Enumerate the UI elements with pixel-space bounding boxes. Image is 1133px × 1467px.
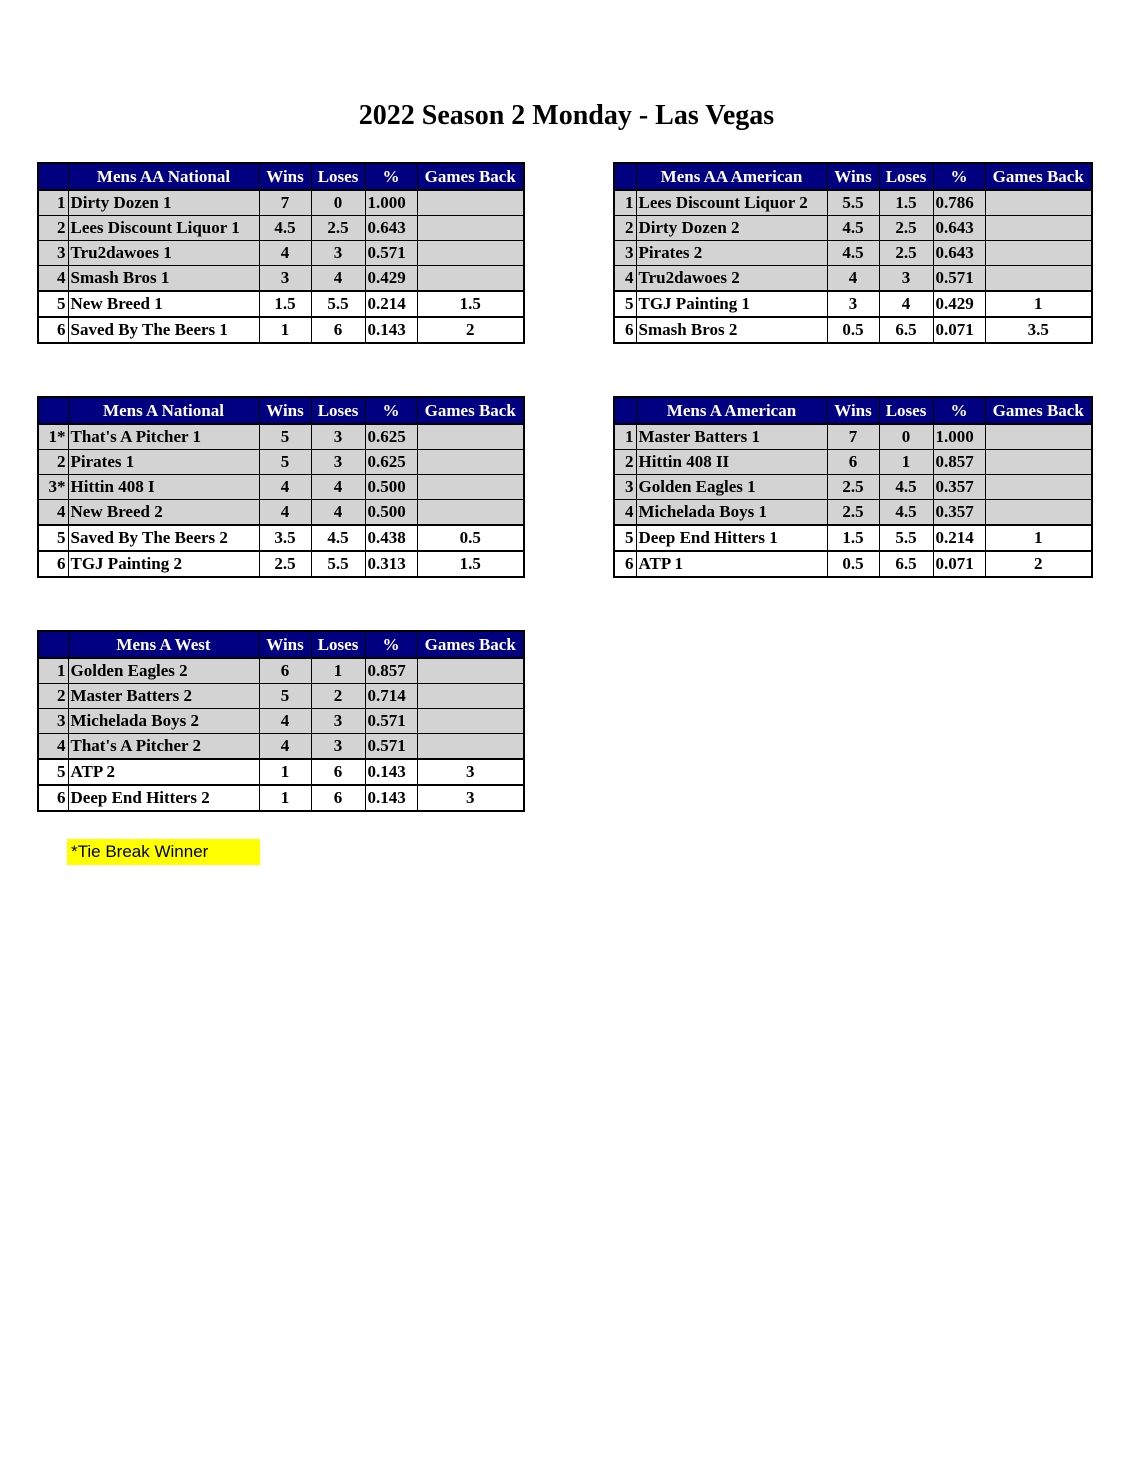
loses-cell: 3 bbox=[311, 241, 365, 266]
table-row bbox=[38, 709, 524, 734]
column-header-wins: Wins bbox=[827, 397, 879, 424]
team-cell: Tru2dawoes 1 bbox=[68, 241, 259, 266]
wins-cell: 1.5 bbox=[259, 291, 311, 317]
rank-cell: 4 bbox=[38, 500, 68, 526]
pct-cell: 0.143 bbox=[365, 785, 417, 811]
column-header-loses: Loses bbox=[879, 163, 933, 190]
loses-cell: 6 bbox=[311, 317, 365, 343]
games-back-cell: 1.5 bbox=[417, 291, 524, 317]
standings-table-a-national bbox=[37, 396, 525, 578]
rank-cell: 1* bbox=[38, 424, 68, 450]
table-row bbox=[38, 734, 524, 760]
pct-cell: 0.786 bbox=[933, 190, 985, 216]
games-back-cell bbox=[417, 266, 524, 292]
pct-cell: 0.625 bbox=[365, 450, 417, 475]
wins-cell: 3 bbox=[259, 266, 311, 292]
column-header-pct: % bbox=[365, 397, 417, 424]
wins-cell: 7 bbox=[259, 190, 311, 216]
table-row bbox=[38, 684, 524, 709]
wins-cell: 4 bbox=[259, 709, 311, 734]
table-row bbox=[614, 424, 1092, 450]
column-header-rank bbox=[614, 163, 636, 190]
team-cell: ATP 2 bbox=[68, 759, 259, 785]
team-cell: Pirates 1 bbox=[68, 450, 259, 475]
pct-cell: 1.000 bbox=[933, 424, 985, 450]
loses-cell: 2.5 bbox=[879, 216, 933, 241]
pct-cell: 0.571 bbox=[365, 734, 417, 760]
pct-cell: 0.357 bbox=[933, 475, 985, 500]
team-cell: Master Batters 2 bbox=[68, 684, 259, 709]
rank-cell: 1 bbox=[614, 424, 636, 450]
pct-cell: 0.500 bbox=[365, 500, 417, 526]
games-back-cell bbox=[985, 241, 1092, 266]
loses-cell: 4.5 bbox=[879, 475, 933, 500]
games-back-cell: 3.5 bbox=[985, 317, 1092, 343]
table-row bbox=[38, 450, 524, 475]
loses-cell: 4 bbox=[311, 475, 365, 500]
table-row bbox=[38, 266, 524, 292]
team-cell: New Breed 1 bbox=[68, 291, 259, 317]
wins-cell: 4.5 bbox=[827, 216, 879, 241]
team-cell: ATP 1 bbox=[636, 551, 827, 577]
division-header: Mens A American bbox=[636, 397, 827, 424]
loses-cell: 6 bbox=[311, 759, 365, 785]
table-row bbox=[38, 658, 524, 684]
wins-cell: 5 bbox=[259, 424, 311, 450]
rank-cell: 3 bbox=[614, 475, 636, 500]
table-row bbox=[614, 525, 1092, 551]
standings-table-a-west bbox=[37, 630, 525, 812]
games-back-cell bbox=[985, 190, 1092, 216]
pct-cell: 0.571 bbox=[365, 241, 417, 266]
rank-cell: 4 bbox=[38, 266, 68, 292]
table-row bbox=[614, 291, 1092, 317]
team-cell: TGJ Painting 2 bbox=[68, 551, 259, 577]
rank-cell: 4 bbox=[614, 500, 636, 526]
team-cell: Saved By The Beers 2 bbox=[68, 525, 259, 551]
wins-cell: 1.5 bbox=[827, 525, 879, 551]
pct-cell: 0.429 bbox=[365, 266, 417, 292]
pct-cell: 0.571 bbox=[365, 709, 417, 734]
pct-cell: 0.438 bbox=[365, 525, 417, 551]
rank-cell: 5 bbox=[38, 291, 68, 317]
header-row bbox=[38, 163, 524, 190]
table-row bbox=[614, 241, 1092, 266]
table-row bbox=[38, 216, 524, 241]
games-back-cell bbox=[417, 684, 524, 709]
wins-cell: 4.5 bbox=[827, 241, 879, 266]
wins-cell: 4.5 bbox=[259, 216, 311, 241]
games-back-cell bbox=[417, 216, 524, 241]
games-back-cell bbox=[417, 734, 524, 760]
rank-cell: 2 bbox=[38, 684, 68, 709]
column-header-loses: Loses bbox=[879, 397, 933, 424]
table-row bbox=[38, 317, 524, 343]
team-cell: Pirates 2 bbox=[636, 241, 827, 266]
games-back-cell bbox=[417, 475, 524, 500]
table-row bbox=[38, 190, 524, 216]
pct-cell: 0.857 bbox=[365, 658, 417, 684]
table-row bbox=[38, 785, 524, 811]
games-back-cell bbox=[985, 266, 1092, 292]
wins-cell: 3.5 bbox=[259, 525, 311, 551]
rank-cell: 6 bbox=[38, 785, 68, 811]
rank-cell: 5 bbox=[614, 291, 636, 317]
table-row bbox=[38, 291, 524, 317]
rank-cell: 1 bbox=[38, 190, 68, 216]
loses-cell: 0 bbox=[879, 424, 933, 450]
column-header-games-back: Games Back bbox=[417, 397, 524, 424]
team-cell: New Breed 2 bbox=[68, 500, 259, 526]
pct-cell: 0.500 bbox=[365, 475, 417, 500]
rank-cell: 3 bbox=[38, 709, 68, 734]
table-row bbox=[38, 551, 524, 577]
games-back-cell bbox=[985, 216, 1092, 241]
team-cell: Smash Bros 2 bbox=[636, 317, 827, 343]
wins-cell: 5 bbox=[259, 450, 311, 475]
rank-cell: 2 bbox=[614, 450, 636, 475]
header-row bbox=[614, 163, 1092, 190]
rank-cell: 4 bbox=[38, 734, 68, 760]
loses-cell: 2.5 bbox=[879, 241, 933, 266]
games-back-cell: 1.5 bbox=[417, 551, 524, 577]
team-cell: Lees Discount Liquor 1 bbox=[68, 216, 259, 241]
pct-cell: 0.643 bbox=[365, 216, 417, 241]
wins-cell: 2.5 bbox=[827, 500, 879, 526]
team-cell: Michelada Boys 2 bbox=[68, 709, 259, 734]
team-cell: Tru2dawoes 2 bbox=[636, 266, 827, 292]
wins-cell: 0.5 bbox=[827, 317, 879, 343]
team-cell: Michelada Boys 1 bbox=[636, 500, 827, 526]
rank-cell: 6 bbox=[38, 317, 68, 343]
loses-cell: 3 bbox=[311, 709, 365, 734]
column-header-wins: Wins bbox=[259, 631, 311, 658]
loses-cell: 6 bbox=[311, 785, 365, 811]
loses-cell: 3 bbox=[311, 450, 365, 475]
pct-cell: 0.571 bbox=[933, 266, 985, 292]
table-row bbox=[614, 475, 1092, 500]
games-back-cell bbox=[417, 241, 524, 266]
games-back-cell bbox=[985, 475, 1092, 500]
team-cell: Golden Eagles 1 bbox=[636, 475, 827, 500]
pct-cell: 0.429 bbox=[933, 291, 985, 317]
loses-cell: 3 bbox=[311, 734, 365, 760]
table-row bbox=[614, 500, 1092, 526]
table-row bbox=[38, 525, 524, 551]
column-header-pct: % bbox=[365, 631, 417, 658]
team-cell: That's A Pitcher 1 bbox=[68, 424, 259, 450]
games-back-cell bbox=[417, 709, 524, 734]
team-cell: Golden Eagles 2 bbox=[68, 658, 259, 684]
table-row bbox=[614, 551, 1092, 577]
wins-cell: 1 bbox=[259, 317, 311, 343]
loses-cell: 1 bbox=[879, 450, 933, 475]
loses-cell: 5.5 bbox=[311, 291, 365, 317]
column-header-rank bbox=[38, 163, 68, 190]
header-row bbox=[38, 397, 524, 424]
table-row bbox=[38, 475, 524, 500]
column-header-games-back: Games Back bbox=[417, 631, 524, 658]
column-header-rank bbox=[38, 397, 68, 424]
games-back-cell: 2 bbox=[417, 317, 524, 343]
loses-cell: 6.5 bbox=[879, 317, 933, 343]
loses-cell: 1 bbox=[311, 658, 365, 684]
tie-break-note: *Tie Break Winner bbox=[67, 839, 260, 865]
games-back-cell: 1 bbox=[985, 291, 1092, 317]
pct-cell: 0.857 bbox=[933, 450, 985, 475]
rank-cell: 6 bbox=[614, 317, 636, 343]
pct-cell: 0.214 bbox=[933, 525, 985, 551]
loses-cell: 5.5 bbox=[311, 551, 365, 577]
wins-cell: 4 bbox=[259, 734, 311, 760]
column-header-loses: Loses bbox=[311, 163, 365, 190]
rank-cell: 1 bbox=[614, 190, 636, 216]
rank-cell: 2 bbox=[614, 216, 636, 241]
games-back-cell: 2 bbox=[985, 551, 1092, 577]
wins-cell: 5 bbox=[259, 684, 311, 709]
rank-cell: 4 bbox=[614, 266, 636, 292]
games-back-cell bbox=[417, 190, 524, 216]
games-back-cell bbox=[417, 658, 524, 684]
games-back-cell bbox=[417, 450, 524, 475]
team-cell: Deep End Hitters 1 bbox=[636, 525, 827, 551]
team-cell: Saved By The Beers 1 bbox=[68, 317, 259, 343]
loses-cell: 5.5 bbox=[879, 525, 933, 551]
standings-table-a-american bbox=[613, 396, 1093, 578]
wins-cell: 1 bbox=[259, 759, 311, 785]
wins-cell: 6 bbox=[259, 658, 311, 684]
rank-cell: 2 bbox=[38, 450, 68, 475]
wins-cell: 1 bbox=[259, 785, 311, 811]
table-row bbox=[614, 216, 1092, 241]
rank-cell: 5 bbox=[38, 525, 68, 551]
division-header: Mens AA National bbox=[68, 163, 259, 190]
team-cell: Lees Discount Liquor 2 bbox=[636, 190, 827, 216]
team-cell: TGJ Painting 1 bbox=[636, 291, 827, 317]
wins-cell: 2.5 bbox=[827, 475, 879, 500]
table-row bbox=[38, 241, 524, 266]
column-header-wins: Wins bbox=[827, 163, 879, 190]
column-header-games-back: Games Back bbox=[985, 163, 1092, 190]
table-row bbox=[38, 424, 524, 450]
rank-cell: 1 bbox=[38, 658, 68, 684]
column-header-wins: Wins bbox=[259, 163, 311, 190]
loses-cell: 4.5 bbox=[879, 500, 933, 526]
column-header-pct: % bbox=[933, 397, 985, 424]
rank-cell: 6 bbox=[38, 551, 68, 577]
rank-cell: 5 bbox=[614, 525, 636, 551]
loses-cell: 2 bbox=[311, 684, 365, 709]
games-back-cell: 3 bbox=[417, 759, 524, 785]
division-header: Mens A National bbox=[68, 397, 259, 424]
column-header-pct: % bbox=[365, 163, 417, 190]
pct-cell: 0.143 bbox=[365, 317, 417, 343]
pct-cell: 0.625 bbox=[365, 424, 417, 450]
wins-cell: 4 bbox=[259, 500, 311, 526]
header-row bbox=[614, 397, 1092, 424]
wins-cell: 4 bbox=[827, 266, 879, 292]
games-back-cell bbox=[985, 424, 1092, 450]
pct-cell: 0.643 bbox=[933, 216, 985, 241]
team-cell: Hittin 408 II bbox=[636, 450, 827, 475]
table-row bbox=[614, 266, 1092, 292]
wins-cell: 7 bbox=[827, 424, 879, 450]
games-back-cell bbox=[417, 500, 524, 526]
table-row bbox=[38, 759, 524, 785]
loses-cell: 3 bbox=[879, 266, 933, 292]
games-back-cell bbox=[985, 450, 1092, 475]
rank-cell: 3 bbox=[614, 241, 636, 266]
column-header-rank bbox=[614, 397, 636, 424]
loses-cell: 1.5 bbox=[879, 190, 933, 216]
team-cell: Master Batters 1 bbox=[636, 424, 827, 450]
table-row bbox=[614, 317, 1092, 343]
loses-cell: 4 bbox=[311, 266, 365, 292]
standings-table-aa-american bbox=[613, 162, 1093, 344]
division-header: Mens AA American bbox=[636, 163, 827, 190]
loses-cell: 4.5 bbox=[311, 525, 365, 551]
games-back-cell: 0.5 bbox=[417, 525, 524, 551]
wins-cell: 4 bbox=[259, 241, 311, 266]
pct-cell: 0.357 bbox=[933, 500, 985, 526]
column-header-games-back: Games Back bbox=[417, 163, 524, 190]
games-back-cell: 3 bbox=[417, 785, 524, 811]
rank-cell: 2 bbox=[38, 216, 68, 241]
team-cell: Dirty Dozen 2 bbox=[636, 216, 827, 241]
pct-cell: 1.000 bbox=[365, 190, 417, 216]
team-cell: Deep End Hitters 2 bbox=[68, 785, 259, 811]
column-header-loses: Loses bbox=[311, 397, 365, 424]
standings-table-aa-national bbox=[37, 162, 525, 344]
team-cell: Hittin 408 I bbox=[68, 475, 259, 500]
loses-cell: 3 bbox=[311, 424, 365, 450]
loses-cell: 0 bbox=[311, 190, 365, 216]
team-cell: That's A Pitcher 2 bbox=[68, 734, 259, 760]
pct-cell: 0.714 bbox=[365, 684, 417, 709]
division-header: Mens A West bbox=[68, 631, 259, 658]
rank-cell: 3* bbox=[38, 475, 68, 500]
pct-cell: 0.071 bbox=[933, 551, 985, 577]
loses-cell: 2.5 bbox=[311, 216, 365, 241]
wins-cell: 0.5 bbox=[827, 551, 879, 577]
games-back-cell bbox=[985, 500, 1092, 526]
team-cell: Smash Bros 1 bbox=[68, 266, 259, 292]
games-back-cell bbox=[417, 424, 524, 450]
column-header-rank bbox=[38, 631, 68, 658]
wins-cell: 2.5 bbox=[259, 551, 311, 577]
loses-cell: 6.5 bbox=[879, 551, 933, 577]
pct-cell: 0.313 bbox=[365, 551, 417, 577]
pct-cell: 0.643 bbox=[933, 241, 985, 266]
rank-cell: 6 bbox=[614, 551, 636, 577]
pct-cell: 0.143 bbox=[365, 759, 417, 785]
games-back-cell: 1 bbox=[985, 525, 1092, 551]
wins-cell: 3 bbox=[827, 291, 879, 317]
table-row bbox=[614, 450, 1092, 475]
column-header-loses: Loses bbox=[311, 631, 365, 658]
loses-cell: 4 bbox=[311, 500, 365, 526]
column-header-games-back: Games Back bbox=[985, 397, 1092, 424]
pct-cell: 0.214 bbox=[365, 291, 417, 317]
wins-cell: 4 bbox=[259, 475, 311, 500]
rank-cell: 3 bbox=[38, 241, 68, 266]
page-title: 2022 Season 2 Monday - Las Vegas bbox=[358, 100, 775, 131]
column-header-pct: % bbox=[933, 163, 985, 190]
table-row bbox=[614, 190, 1092, 216]
wins-cell: 6 bbox=[827, 450, 879, 475]
wins-cell: 5.5 bbox=[827, 190, 879, 216]
loses-cell: 4 bbox=[879, 291, 933, 317]
team-cell: Dirty Dozen 1 bbox=[68, 190, 259, 216]
pct-cell: 0.071 bbox=[933, 317, 985, 343]
column-header-wins: Wins bbox=[259, 397, 311, 424]
header-row bbox=[38, 631, 524, 658]
rank-cell: 5 bbox=[38, 759, 68, 785]
table-row bbox=[38, 500, 524, 526]
